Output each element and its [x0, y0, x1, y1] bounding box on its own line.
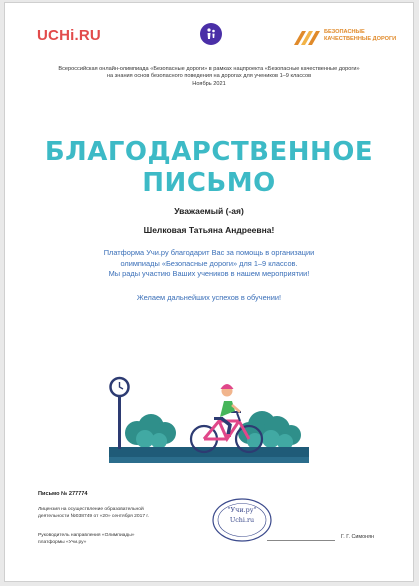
greeting: Уважаемый (-ая) [174, 206, 244, 216]
header-line: на знания основ безопасного поведения на дорогах для учеников 1–9 классов [106, 73, 312, 80]
header-line: Всероссийская онлайн-олимпиада «Безопасные дороги» в рамках нацпроекта «Безопасные качественные дороги» [58, 66, 360, 72]
olympiad-header [17, 66, 401, 88]
bkd-logo [292, 27, 402, 49]
license-line: деятельности №038749 от «20» сентября 2017 г. [38, 513, 149, 519]
stamp-line: "Учи.ру" [227, 506, 257, 514]
body-line: Платформа Учи.ру благодарит Вас за помощь в организации [103, 248, 315, 257]
body-line: Мы рады участию Ваших учеников в нашем мероприятии! [108, 269, 310, 279]
letter-title [5, 137, 413, 199]
header-date: Ноябрь 2021 [192, 80, 226, 87]
uchi-logo: UCHi.RU [37, 27, 101, 44]
cyclist-illustration [99, 363, 319, 473]
license-info [38, 507, 149, 520]
wishes: Желаем дальнейших успехов в обучении! [136, 293, 282, 302]
signer-name: Г. Г. Симонян [341, 534, 374, 540]
road-icon [292, 29, 322, 47]
director-line: платформы «Учи.ру» [38, 539, 87, 545]
letter-body [55, 248, 363, 280]
stamp-text [211, 505, 273, 525]
letter-number: Письмо № 277774 [38, 491, 88, 497]
olympiad-emblem-icon [200, 23, 222, 45]
title-line: ПИСЬМО [142, 168, 276, 198]
signature-line [267, 540, 335, 541]
director-line: Руководитель направления «Олимпиады» [38, 533, 135, 538]
certificate-page [4, 2, 414, 582]
license-line: Лицензия на осуществление образовательной [38, 507, 144, 512]
recipient-name: Шелковая Татьяна Андреевна! [143, 225, 275, 235]
bkd-logo-text: БЕЗОПАСНЫЕ КАЧЕСТВЕННЫЕ ДОРОГИ [324, 29, 397, 42]
director-title [38, 533, 134, 546]
stamp-line: Uchi.ru [229, 516, 255, 524]
title-line: БЛАГОДАРСТВЕННОЕ [44, 137, 374, 167]
body-line: олимпиады «Безопасные дороги» для 1–9 классов. [120, 258, 298, 268]
